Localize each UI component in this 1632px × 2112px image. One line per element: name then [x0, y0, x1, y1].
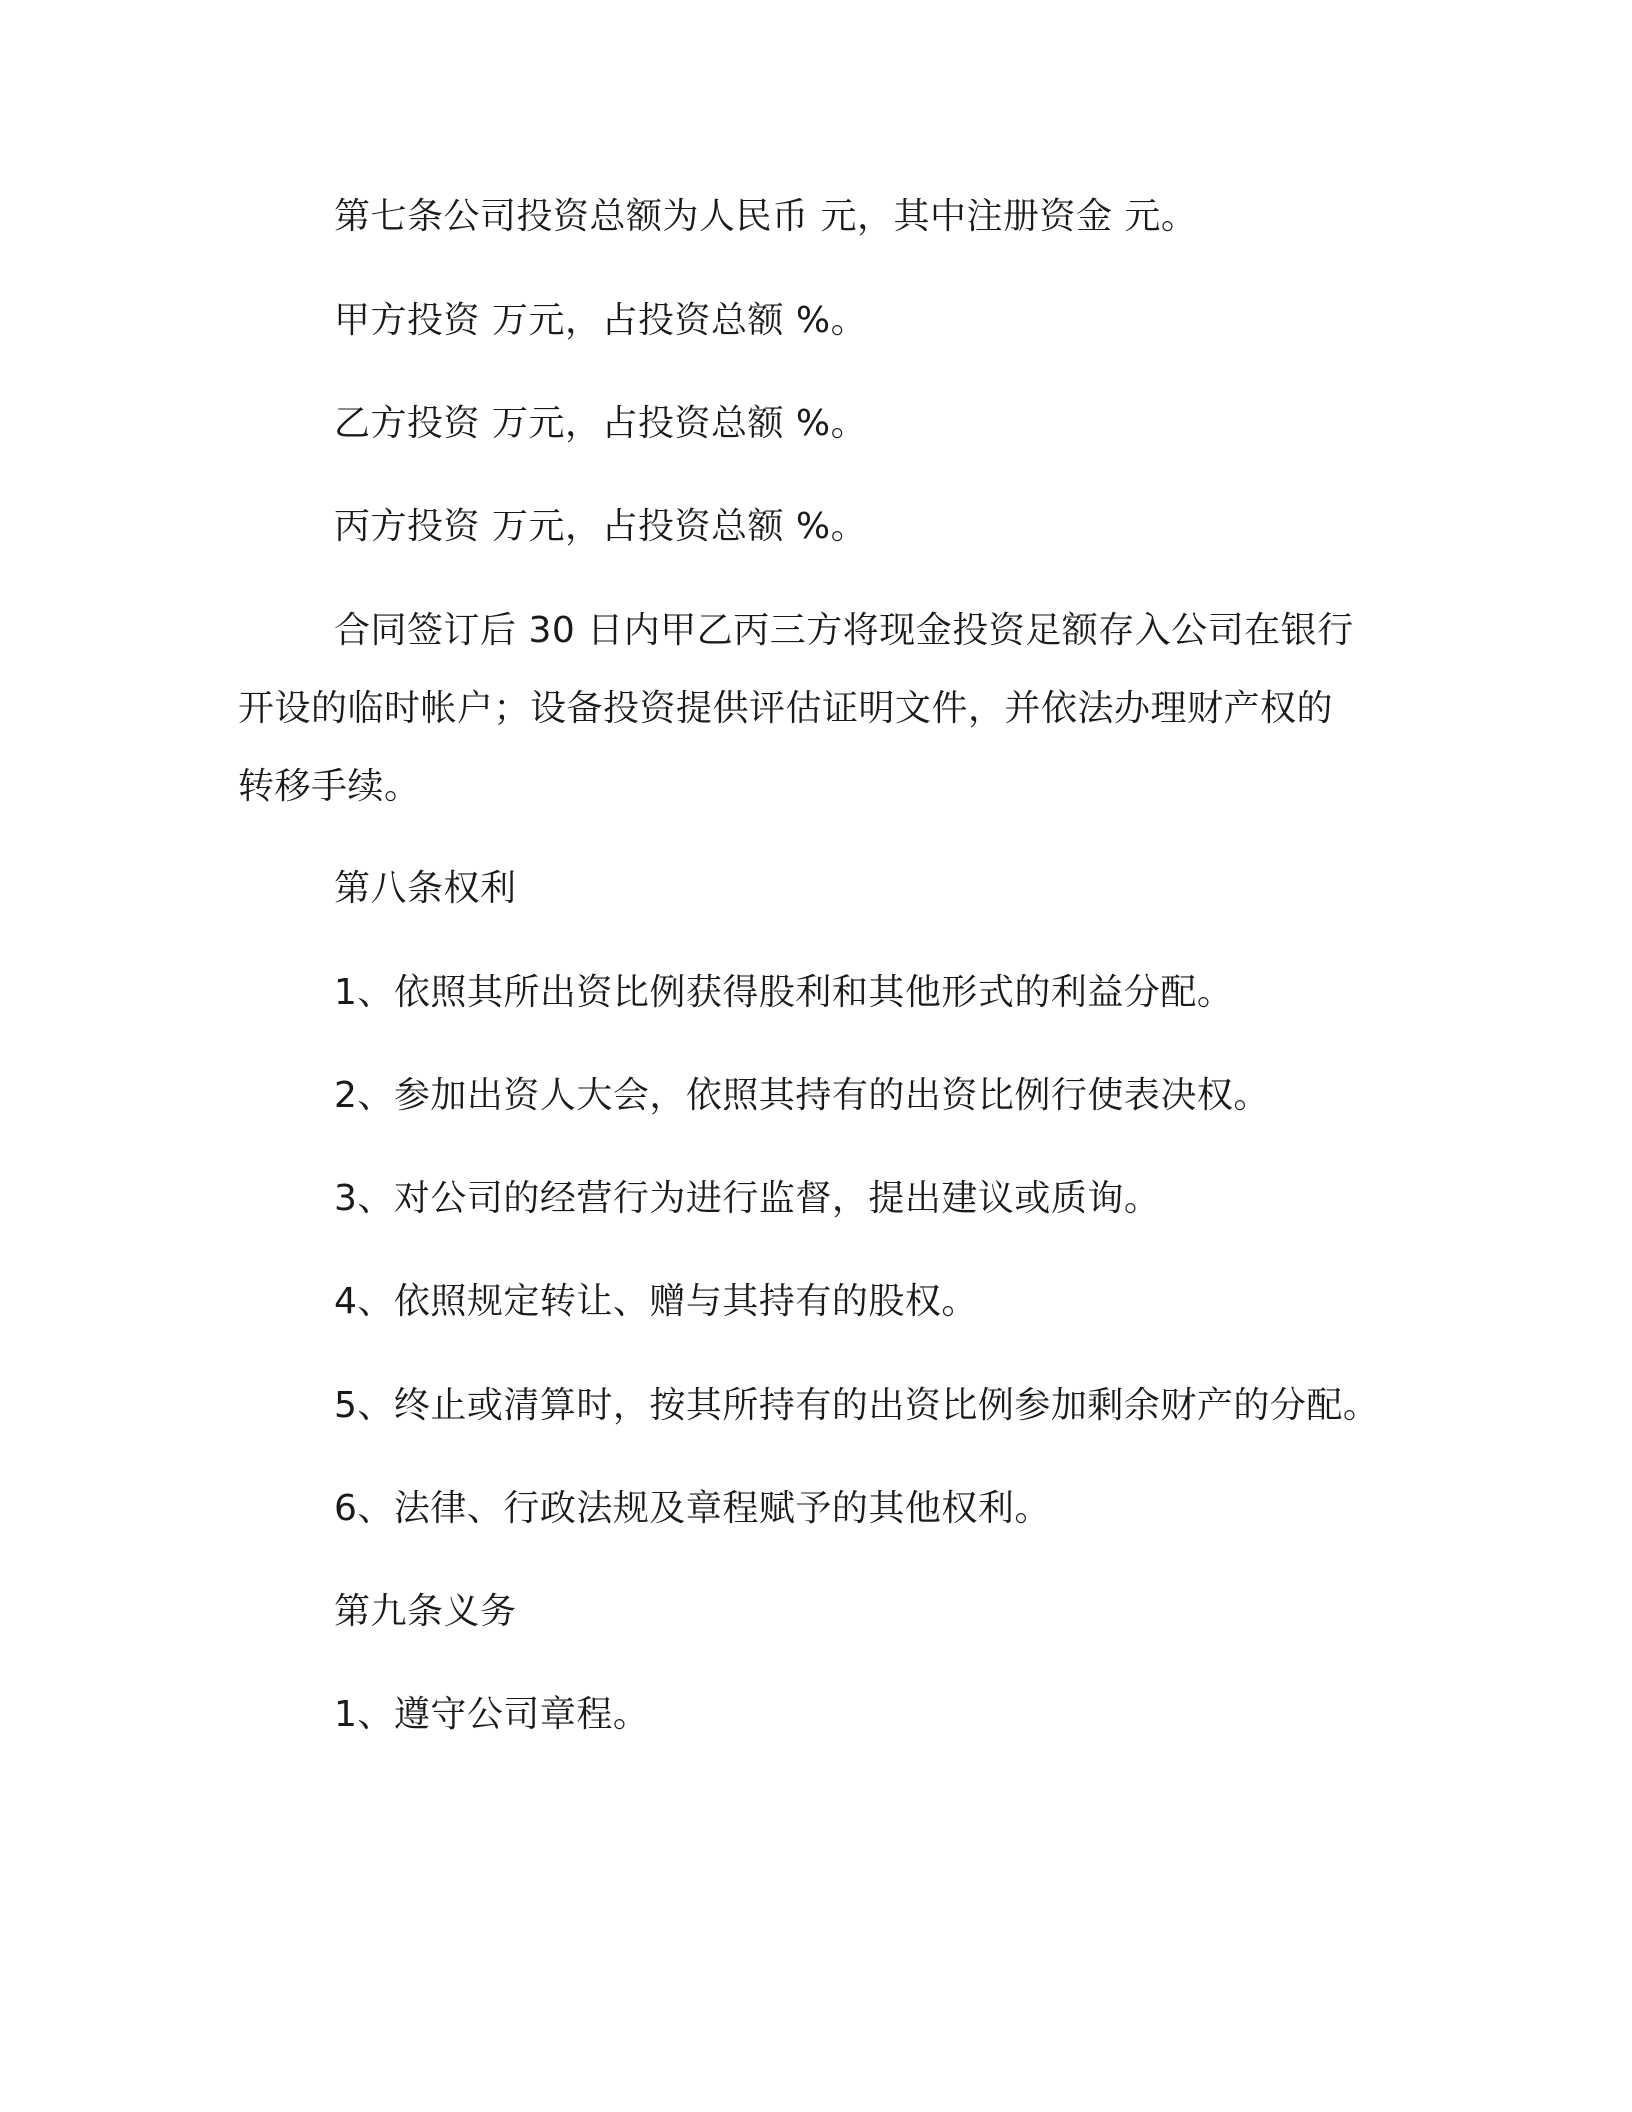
article7-deposit-paragraph: [238, 592, 1378, 826]
article7-party-c: 丙方投资 万元，占投资总额 %。: [334, 506, 868, 547]
article8-item: 3、对公司的经营行为进行监督，提出建议或质询。: [334, 1178, 1161, 1219]
article9-item: 1、遵守公司章程。: [334, 1694, 650, 1735]
article8-item: 1、依照其所出资比例获得股利和其他形式的利益分配。: [334, 972, 1234, 1013]
deposit-line: 转移手续。: [238, 766, 421, 807]
article8-item: 6、法律、行政法规及章程赋予的其他权利。: [334, 1488, 1051, 1529]
deposit-line: 开设的临时帐户；设备投资提供评估证明文件，并依法办理财产权的: [238, 688, 1334, 729]
article8-item: 5、终止或清算时，按其所持有的出资比例参加剩余财产的分配。: [334, 1385, 1380, 1426]
article8-item: 4、依照规定转让、赠与其持有的股权。: [334, 1281, 978, 1322]
article7-heading-line: 第七条公司投资总额为人民币 元，其中注册资金 元。: [334, 196, 1198, 237]
article7-party-b: 乙方投资 万元，占投资总额 %。: [334, 403, 868, 444]
article9-heading: 第九条义务: [334, 1591, 517, 1632]
deposit-line: 合同签订后 30 日内甲乙丙三方将现金投资足额存入公司在银行: [334, 610, 1354, 651]
article7-party-a: 甲方投资 万元，占投资总额 %。: [334, 300, 868, 341]
article8-item: 2、参加出资人大会，依照其持有的出资比例行使表决权。: [334, 1075, 1270, 1116]
article8-heading: 第八条权利: [334, 868, 517, 909]
